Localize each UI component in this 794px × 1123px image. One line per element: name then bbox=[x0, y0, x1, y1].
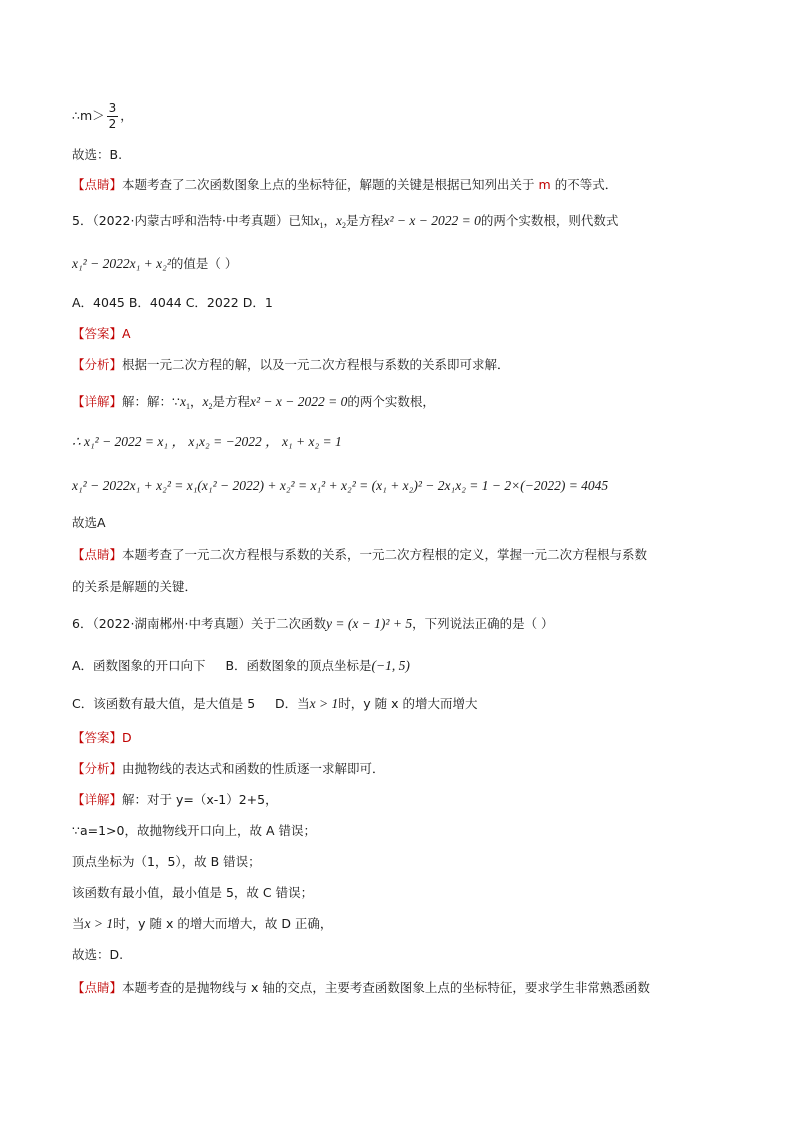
q6-answer bbox=[72, 729, 132, 747]
q6-stem bbox=[72, 615, 554, 633]
q5-stem-a: 5．（2022·内蒙古呼和浩特·中考真题）已知 bbox=[72, 213, 314, 228]
x1-symbol: $x_1$ bbox=[313, 213, 324, 230]
detail-text-a: 解：解：∵ bbox=[122, 394, 180, 409]
q5-dianjing-cont: 的关系是解题的关键． bbox=[72, 579, 198, 594]
q6-options-cd bbox=[72, 695, 478, 713]
q6-dianjing bbox=[72, 979, 650, 997]
dianjing-m: m bbox=[538, 177, 551, 192]
x2-symbol: $x_2$ bbox=[202, 394, 213, 411]
algebraic-expression: x₁² − 2022x₁ + x₂² bbox=[72, 256, 171, 271]
q5-choice: 故选A bbox=[72, 515, 106, 530]
x2-symbol: $x_2$ bbox=[335, 213, 346, 230]
analysis-text: 根据一元二次方程的解，以及一元二次方程根与系数的关系即可求解． bbox=[122, 357, 510, 372]
q4-conclusion bbox=[72, 101, 133, 132]
dianjing-end: 的不等式． bbox=[554, 177, 618, 192]
fraction-3-2 bbox=[107, 101, 119, 132]
q4-dianjing bbox=[72, 176, 617, 194]
detail-tag: 【详解】 bbox=[72, 792, 123, 807]
q5-answer bbox=[72, 325, 131, 343]
answer-tag: 【答案】 bbox=[72, 326, 123, 341]
q5-analysis bbox=[72, 356, 510, 374]
l4-cond: x > 1 bbox=[84, 916, 114, 931]
q6-detail-l4 bbox=[72, 915, 332, 933]
q5-detail: 【详解】解：解：$\because x_1$，$x_2$是方程x² − x − 2022 = 0的两个实数根， bbox=[72, 394, 435, 411]
q6-detail-l3: 该函数有最小值，最小值是 5，故 C 错误； bbox=[72, 885, 314, 900]
q5-step2: x₁² − 2022x₁ + x₂² = x₁(x₁² − 2022) + x₂² = x₁² + x₂² = (x₁ + x₂)² − 2x₁x₂ = 1 − 2×(−2022) = 4045 bbox=[72, 478, 609, 493]
answer-value: D bbox=[122, 730, 132, 745]
q4-choice: 故选：B. bbox=[72, 147, 123, 162]
option-d-cond: x > 1 bbox=[309, 696, 339, 711]
answer-value: A bbox=[122, 326, 131, 341]
q5-stem-b: 是方程 bbox=[345, 213, 384, 228]
detail-text: 解：对于 y=（x-1）2+5， bbox=[122, 792, 278, 807]
q6-stem-a: 6．（2022·湖南郴州·中考真题）关于二次函数 bbox=[72, 616, 326, 631]
q6-detail-l1: ∵a=1>0，故抛物线开口向上，故 A 错误； bbox=[72, 823, 316, 838]
dianjing-text: 本题考查的是抛物线与 x 轴的交点，主要考查函数图象上点的坐标特征，要求学生非常熟悉函数 bbox=[122, 980, 650, 995]
l4-a: 当 bbox=[72, 916, 85, 931]
detail-text-c: 的两个实数根， bbox=[347, 394, 435, 409]
dianjing-text-1: 本题考查了一元二次方程根与系数的关系，一元二次方程根的定义，掌握一元二次方程根与系数 bbox=[122, 547, 648, 562]
l4-b: 时，y 随 x 的增大而增大，故 D 正确， bbox=[113, 916, 333, 931]
x1-symbol: $x_1$ bbox=[179, 394, 190, 411]
q6-choice: 故选：D. bbox=[72, 947, 124, 962]
detail-text-b: 是方程 bbox=[212, 394, 250, 409]
comma: ， bbox=[120, 108, 133, 123]
q6-analysis bbox=[72, 760, 385, 778]
therefore-m-text: ∴m＞ bbox=[72, 108, 105, 123]
fraction-denominator: 2 bbox=[108, 117, 117, 131]
analysis-tag: 【分析】 bbox=[72, 761, 123, 776]
detail-tag: 【详解】 bbox=[72, 394, 123, 409]
option-b-coords: (−1, 5) bbox=[371, 658, 410, 673]
dianjing-tag: 【点睛】 bbox=[72, 177, 123, 192]
q5-stem-c: 的两个实数根，则代数式 bbox=[480, 213, 619, 228]
q5-stem bbox=[72, 212, 618, 235]
comma: ， bbox=[323, 213, 336, 228]
q5-stem-d: 的值是（ ） bbox=[170, 256, 238, 271]
answer-tag: 【答案】 bbox=[72, 730, 123, 745]
q5-dianjing bbox=[72, 546, 647, 564]
dianjing-tag: 【点睛】 bbox=[72, 980, 123, 995]
dianjing-text: 本题考查了二次函数图象上点的坐标特征，解题的关键是根据已知列出关于 bbox=[122, 177, 535, 192]
q5-options: A．4045 B．4044 C．2022 D．1 bbox=[72, 295, 273, 310]
q6-detail-l2: 顶点坐标为（1，5），故 B 错误； bbox=[72, 854, 261, 869]
q5-step1: ∴ x₁² − 2022 = x₁ ， x₁x₂ = −2022 ， x₁ + x₂ = 1 bbox=[72, 434, 342, 449]
option-b: B．函数图象的顶点坐标是 bbox=[225, 658, 372, 673]
quadratic-equation: x² − x − 2022 = 0 bbox=[250, 394, 348, 409]
option-a: A．函数图象的开口向下 bbox=[72, 658, 206, 673]
quadratic-function: y = (x − 1)² + 5 bbox=[325, 616, 413, 631]
q5-expression-line bbox=[72, 255, 237, 273]
q6-detail bbox=[72, 791, 278, 809]
dianjing-tag: 【点睛】 bbox=[72, 547, 123, 562]
quadratic-equation: x² − x − 2022 = 0 bbox=[383, 213, 481, 228]
option-d-b: 时，y 随 x 的增大而增大 bbox=[338, 696, 478, 711]
analysis-text: 由抛物线的表达式和函数的性质逐一求解即可． bbox=[122, 761, 385, 776]
q6-stem-b: ，下列说法正确的是（ ） bbox=[412, 616, 554, 631]
fraction-numerator: 3 bbox=[108, 101, 117, 115]
option-d-a: D．当 bbox=[275, 696, 310, 711]
q6-options-ab bbox=[72, 657, 410, 675]
option-c: C．该函数有最大值，是大值是 5 bbox=[72, 696, 256, 711]
analysis-tag: 【分析】 bbox=[72, 357, 123, 372]
